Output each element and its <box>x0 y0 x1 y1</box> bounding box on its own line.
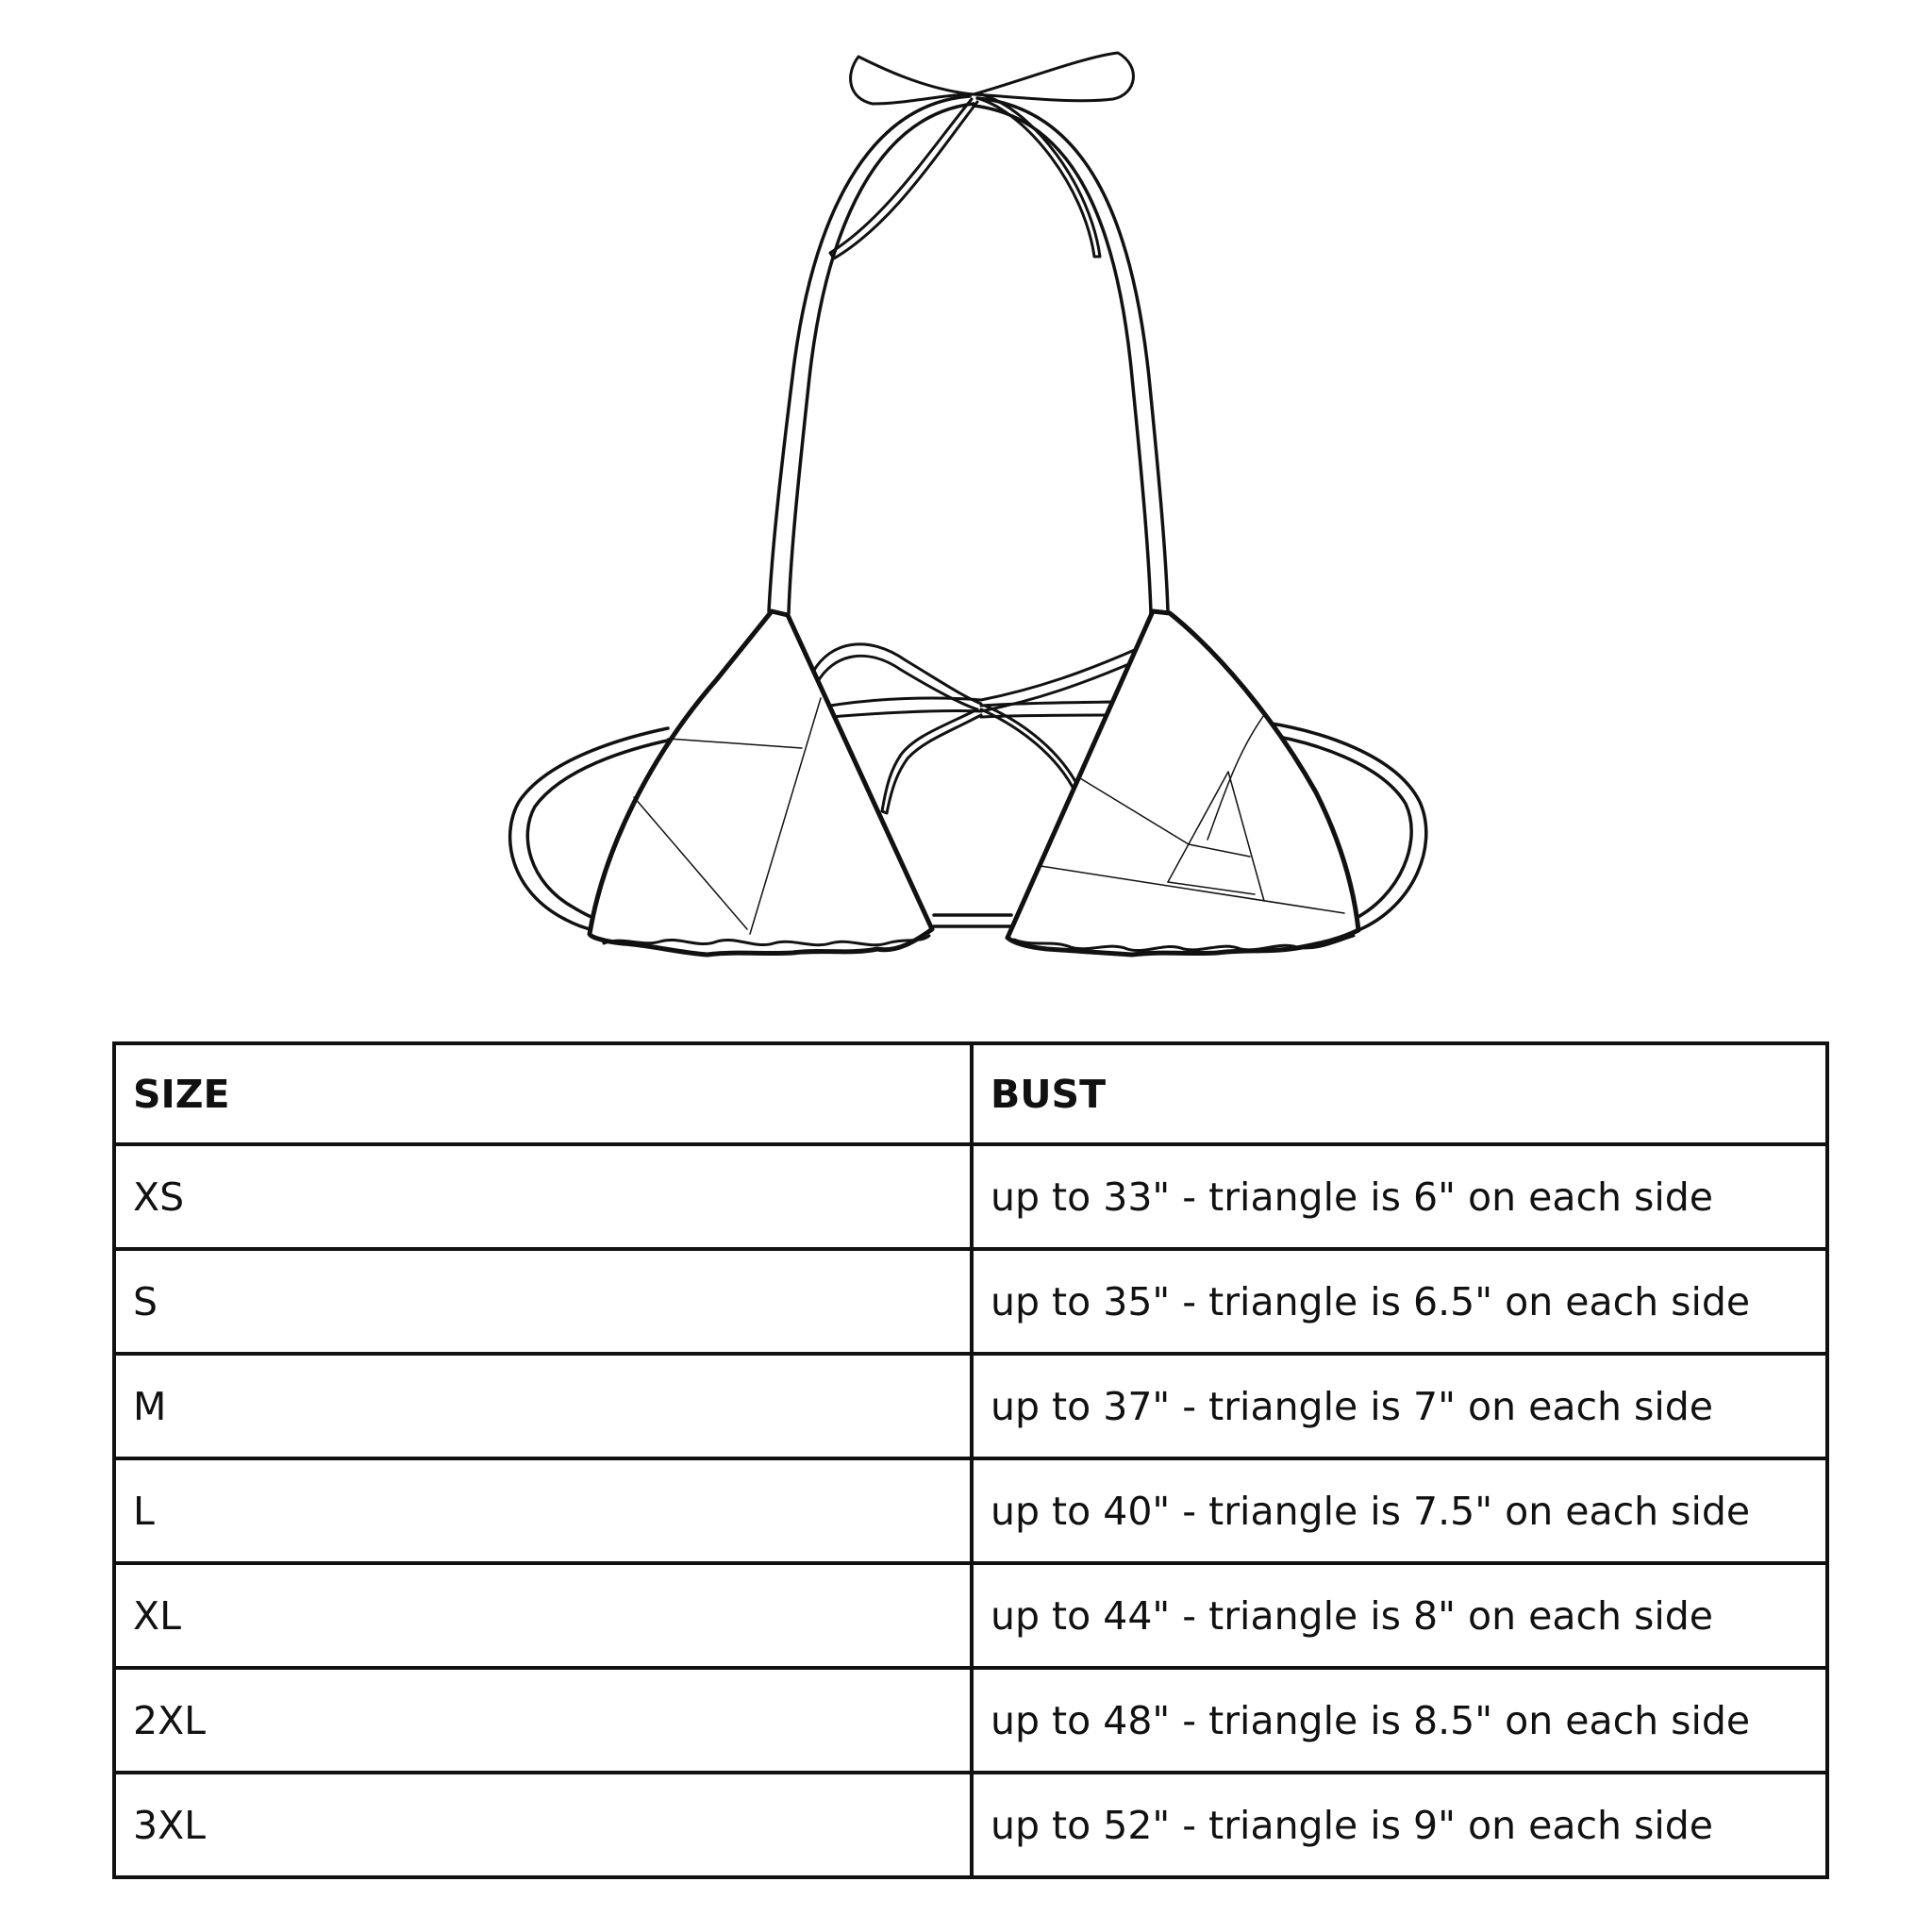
bust-cell: up to 52" - triangle is 9" on each side <box>972 1773 1827 1877</box>
size-cell: XS <box>114 1144 972 1249</box>
size-cell: L <box>114 1458 972 1563</box>
size-cell: 2XL <box>114 1668 972 1773</box>
halter-straps <box>769 96 1168 613</box>
table-row <box>114 1458 1827 1563</box>
size-cell: M <box>114 1354 972 1458</box>
size-column-header: SIZE <box>114 1043 972 1144</box>
bust-cell: up to 48" - triangle is 8.5" on each side <box>972 1668 1827 1773</box>
bust-cell: up to 44" - triangle is 8" on each side <box>972 1563 1827 1668</box>
bust-cell: up to 37" - triangle is 7" on each side <box>972 1354 1827 1458</box>
bust-cell: up to 35" - triangle is 6.5" on each side <box>972 1249 1827 1354</box>
table-row <box>114 1144 1827 1249</box>
neck-bow <box>830 53 1133 258</box>
size-cell: XL <box>114 1563 972 1668</box>
right-triangle-cup <box>1008 611 1358 955</box>
size-cell: 3XL <box>114 1773 972 1877</box>
table-row <box>114 1668 1827 1773</box>
table-row <box>114 1354 1827 1458</box>
size-chart-table <box>112 1041 1829 1879</box>
bust-cell: up to 33" - triangle is 6" on each side <box>972 1144 1827 1249</box>
bust-cell: up to 40" - triangle is 7.5" on each side <box>972 1458 1827 1563</box>
table-header-row <box>114 1043 1827 1144</box>
table-row <box>114 1563 1827 1668</box>
left-triangle-cup <box>590 611 932 955</box>
table-row <box>114 1773 1827 1877</box>
bust-column-header: BUST <box>972 1043 1827 1144</box>
table-row <box>114 1249 1827 1354</box>
size-cell: S <box>114 1249 972 1354</box>
